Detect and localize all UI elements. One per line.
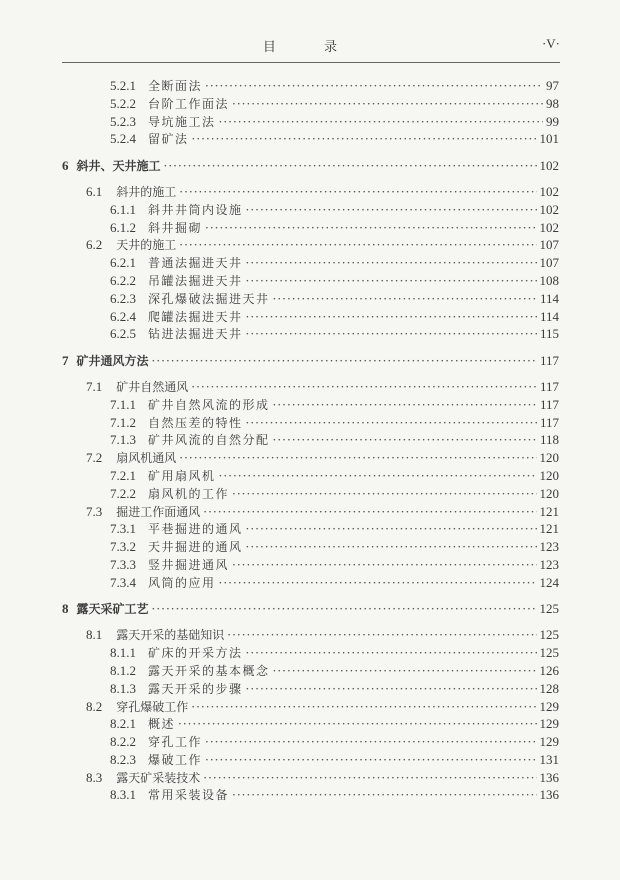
toc-entry[interactable]: [62, 485, 559, 503]
dot-leader: [246, 645, 537, 663]
dot-leader: [246, 521, 537, 539]
dot-leader: [273, 663, 537, 681]
entry-page-number: 117: [539, 414, 559, 430]
entry-number: 8.2.3: [110, 751, 136, 767]
entry-title: 矿井自然通风: [116, 379, 189, 394]
table-of-contents: [62, 77, 559, 804]
dot-leader: [164, 158, 537, 176]
entry-page-number: 98: [546, 95, 559, 111]
dot-leader: [219, 114, 543, 132]
toc-entry[interactable]: [62, 449, 559, 467]
toc-entry[interactable]: [62, 503, 559, 521]
entry-title: 竖井掘进通风: [148, 557, 230, 572]
entry-title: 矿井自然风流的形成: [148, 397, 270, 412]
toc-entry[interactable]: [62, 680, 559, 698]
entry-title: 矿井通风方法: [76, 353, 149, 368]
toc-entry[interactable]: [62, 769, 559, 787]
dot-leader: [205, 220, 536, 238]
entry-title: 自然压差的特性: [148, 415, 243, 430]
entry-page-number: 114: [539, 308, 559, 324]
dot-leader: [232, 557, 536, 575]
entry-title: 露天开采的步骤: [148, 681, 243, 696]
entry-title: 钻进法掘进天井: [148, 327, 243, 342]
dot-leader: [246, 681, 537, 699]
entry-page-number: 120: [539, 450, 559, 466]
entry-number: 6.2.4: [110, 308, 136, 324]
entry-number: 8.1.2: [110, 662, 136, 678]
entry-title: 爬罐法掘进天井: [148, 309, 243, 324]
dot-leader: [246, 273, 537, 291]
entry-page-number: 129: [539, 716, 559, 732]
dot-leader: [273, 291, 537, 309]
entry-page-number: 125: [539, 601, 559, 617]
toc-entry[interactable]: [62, 520, 559, 538]
dot-leader: [227, 627, 536, 645]
entry-title: 平巷掘进的通风: [148, 522, 243, 537]
entry-title: 常用采装设备: [148, 788, 230, 803]
entry-page-number: 108: [539, 272, 559, 288]
dot-leader: [191, 379, 537, 397]
entry-number: 7.3.4: [110, 574, 136, 590]
dot-leader: [205, 734, 536, 752]
entry-number: 8.2.1: [110, 716, 136, 732]
dot-leader: [205, 78, 543, 96]
running-header: [62, 34, 560, 63]
dot-leader: [205, 752, 536, 770]
entry-page-number: 102: [539, 183, 559, 199]
entry-number: 7.1.1: [110, 396, 136, 412]
entry-page-number: 107: [539, 237, 559, 253]
entry-number: 5.2.4: [110, 131, 136, 147]
entry-title: 穿孔爆破工作: [116, 699, 189, 714]
entry-number: 6.2.5: [110, 326, 136, 342]
entry-title: 矿井风流的自然分配: [148, 433, 270, 448]
header-title: 目 录: [262, 40, 360, 55]
entry-number: 6.1.1: [110, 201, 136, 217]
entry-page-number: 120: [539, 485, 559, 501]
toc-entry[interactable]: [62, 396, 559, 414]
entry-page-number: 115: [539, 326, 559, 342]
toc-entry[interactable]: [62, 308, 559, 326]
dot-leader: [273, 432, 537, 450]
toc-entry[interactable]: [62, 574, 559, 592]
toc-entry[interactable]: [62, 698, 559, 716]
toc-entry[interactable]: [62, 786, 559, 804]
entry-number: 5.2.1: [110, 78, 136, 93]
entry-title: 矿用扇风机: [148, 468, 216, 483]
entry-title: 露天开采的基本概念: [148, 663, 270, 678]
entry-title: 留矿法: [148, 132, 189, 147]
entry-page-number: 117: [539, 396, 559, 412]
entry-number: 8: [62, 601, 69, 617]
dot-leader: [246, 415, 537, 433]
dot-leader: [203, 770, 536, 788]
toc-entry[interactable]: [62, 290, 559, 308]
toc-entry[interactable]: [62, 183, 559, 201]
entry-number: 7.3.3: [110, 556, 136, 572]
dot-leader: [152, 601, 537, 619]
dot-leader: [179, 450, 536, 468]
entry-number: 7.1: [86, 378, 103, 394]
entry-title: 穿孔工作: [148, 735, 203, 750]
entry-title: 斜井、天井施工: [76, 158, 161, 173]
entry-page-number: 121: [539, 503, 559, 519]
entry-number: 8.2.2: [110, 734, 136, 750]
dot-leader: [246, 309, 537, 327]
entry-number: 7.2.2: [110, 485, 136, 501]
entry-title: 普通法掘进天井: [148, 256, 243, 271]
entry-title: 矿床的开采方法: [148, 646, 243, 661]
entry-number: 7.2: [86, 450, 103, 466]
entry-page-number: 99: [546, 113, 559, 129]
entry-number: 8.3.1: [110, 787, 136, 803]
toc-entry[interactable]: [62, 751, 559, 769]
entry-page-number: 102: [539, 201, 559, 217]
entry-number: 7.1.2: [110, 414, 136, 430]
toc-entry[interactable]: [62, 77, 559, 95]
entry-title: 全断面法: [148, 79, 203, 93]
entry-number: 7.2.1: [110, 467, 136, 483]
entry-title: 露天矿采装技术: [116, 770, 201, 785]
entry-number: 5.2.3: [110, 113, 136, 129]
entry-page-number: 97: [546, 78, 559, 93]
entry-title: 斜井井筒内设施: [148, 202, 243, 217]
dot-leader: [246, 539, 537, 557]
entry-page-number: 136: [539, 769, 559, 785]
entry-title: 掘进工作面通风: [116, 504, 201, 519]
toc-entry[interactable]: [62, 467, 559, 485]
entry-number: 8.2: [86, 698, 103, 714]
toc-entry[interactable]: [62, 113, 559, 131]
entry-number: 6.2: [86, 237, 103, 253]
toc-entry[interactable]: [62, 644, 559, 662]
entry-number: 6.2.1: [110, 255, 136, 271]
entry-page-number: 114: [539, 290, 559, 306]
header-page-number: ·V·: [541, 36, 560, 51]
entry-title: 风筒的应用: [148, 575, 216, 590]
dot-leader: [152, 353, 537, 371]
toc-chapter-entry[interactable]: [62, 352, 559, 370]
entry-page-number: 102: [539, 219, 559, 235]
entry-page-number: 124: [539, 574, 559, 590]
toc-entry[interactable]: [62, 130, 559, 148]
toc-entry[interactable]: [62, 715, 559, 733]
dot-leader: [219, 468, 537, 486]
dot-leader: [179, 237, 536, 255]
entry-number: 5.2.2: [110, 95, 136, 111]
entry-number: 7.3: [86, 503, 103, 519]
entry-title: 深孔爆破法掘进天井: [148, 291, 270, 306]
entry-number: 8.1: [86, 627, 103, 643]
entry-number: 7: [62, 352, 69, 368]
toc-entry[interactable]: [62, 236, 559, 254]
toc-entry[interactable]: [62, 431, 559, 449]
entry-page-number: 118: [539, 432, 559, 448]
dot-leader: [246, 326, 537, 344]
toc-entry[interactable]: [62, 272, 559, 290]
entry-page-number: 121: [539, 521, 559, 537]
entry-page-number: 131: [539, 751, 559, 767]
entry-page-number: 117: [539, 352, 559, 368]
toc-entry[interactable]: [62, 414, 559, 432]
entry-title: 吊罐法掘进天井: [148, 273, 243, 288]
toc-entry[interactable]: [62, 201, 559, 219]
entry-number: 6.1.2: [110, 219, 136, 235]
entry-page-number: 125: [539, 627, 559, 643]
entry-page-number: 102: [539, 157, 559, 173]
entry-page-number: 120: [539, 467, 559, 483]
toc-entry[interactable]: [62, 378, 559, 396]
entry-page-number: 128: [539, 680, 559, 696]
toc-entry[interactable]: [62, 219, 559, 237]
toc-chapter-entry[interactable]: [62, 157, 559, 175]
toc-chapter-entry[interactable]: [62, 600, 559, 618]
dot-leader: [232, 96, 543, 114]
toc-entry[interactable]: [62, 662, 559, 680]
entry-page-number: 125: [539, 645, 559, 661]
entry-title: 爆破工作: [148, 752, 203, 767]
entry-number: 8.3: [86, 769, 103, 785]
dot-leader: [246, 202, 537, 220]
toc-entry[interactable]: [62, 556, 559, 574]
entry-number: 7.3.2: [110, 539, 136, 555]
entry-page-number: 126: [539, 662, 559, 678]
entry-page-number: 101: [539, 131, 559, 147]
entry-number: 6.1: [86, 183, 103, 199]
dot-leader: [192, 131, 537, 149]
entry-title: 扇风机通风: [116, 451, 177, 466]
toc-entry[interactable]: [62, 254, 559, 272]
entry-page-number: 129: [539, 698, 559, 714]
entry-title: 天井掘进的通风: [148, 540, 243, 555]
entry-title: 斜井的施工: [116, 184, 177, 199]
entry-title: 扇风机的工作: [148, 486, 230, 501]
toc-entry[interactable]: [62, 95, 559, 113]
dot-leader: [179, 184, 536, 202]
entry-number: 7.3.1: [110, 521, 136, 537]
entry-page-number: 129: [539, 734, 559, 750]
toc-entry[interactable]: [62, 325, 559, 343]
entry-title: 露天采矿工艺: [76, 602, 149, 617]
entry-title: 台阶工作面法: [148, 96, 230, 111]
entry-number: 6.2.2: [110, 272, 136, 288]
toc-entry[interactable]: [62, 538, 559, 556]
entry-number: 6.2.3: [110, 290, 136, 306]
toc-entry[interactable]: [62, 733, 559, 751]
dot-leader: [273, 397, 537, 415]
entry-number: 8.1.1: [110, 645, 136, 661]
entry-title: 斜井掘砌: [148, 220, 203, 235]
dot-leader: [191, 699, 536, 717]
dot-leader: [246, 255, 537, 273]
entry-number: 6: [62, 157, 69, 173]
entry-page-number: 136: [539, 787, 559, 803]
dot-leader: [178, 716, 536, 734]
dot-leader: [203, 504, 536, 522]
entry-page-number: 117: [539, 378, 559, 394]
entry-number: 8.1.3: [110, 680, 136, 696]
entry-title: 概述: [148, 717, 176, 732]
entry-title: 露天开采的基础知识: [116, 628, 225, 643]
entry-page-number: 107: [539, 255, 559, 271]
entry-number: 7.1.3: [110, 432, 136, 448]
entry-title: 天井的施工: [116, 238, 177, 253]
entry-title: 导坑施工法: [148, 114, 216, 129]
dot-leader: [232, 787, 536, 805]
entry-page-number: 123: [539, 539, 559, 555]
dot-leader: [219, 575, 537, 593]
toc-entry[interactable]: [62, 626, 559, 644]
dot-leader: [232, 486, 536, 504]
entry-page-number: 123: [539, 556, 559, 572]
